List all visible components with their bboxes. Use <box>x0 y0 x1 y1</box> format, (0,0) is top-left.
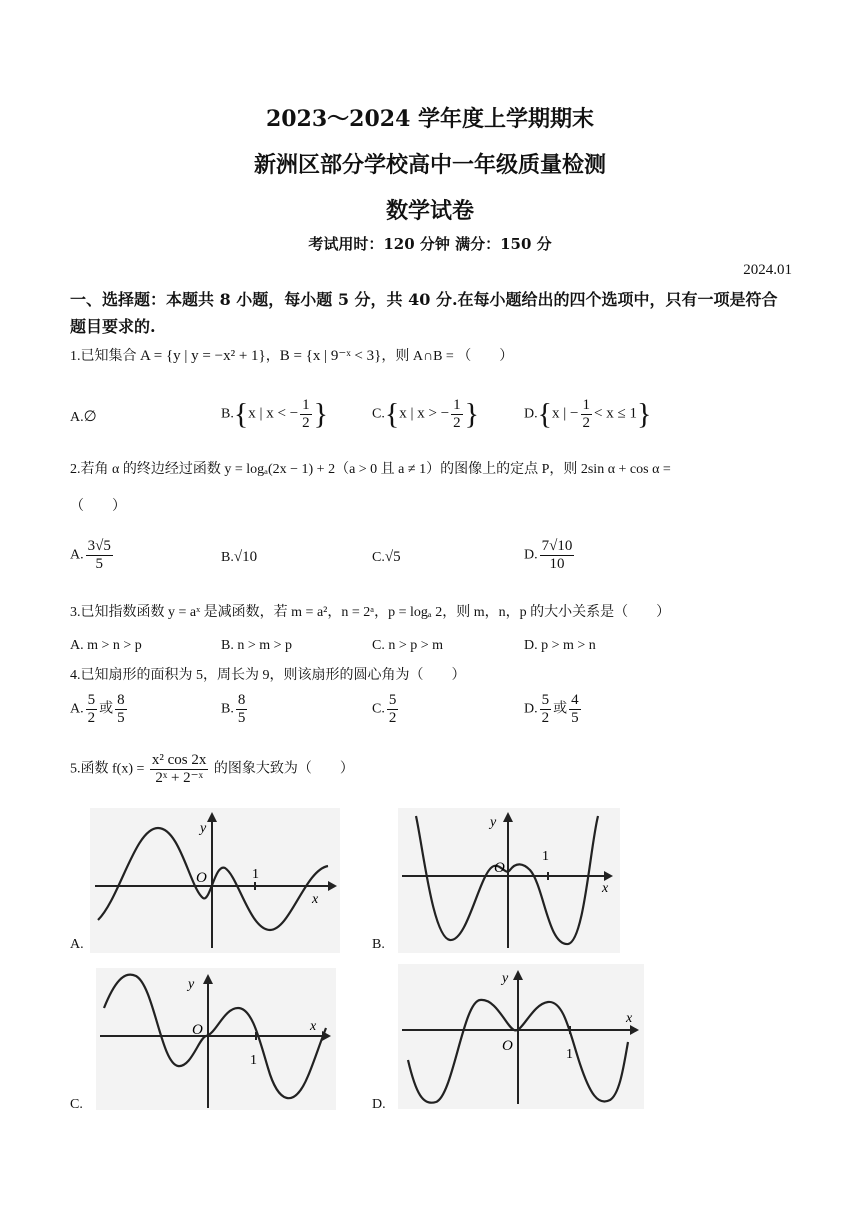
q3-option-d: D. p > m > n <box>524 638 596 653</box>
q1-c-denominator: 2 <box>453 415 461 431</box>
q5-label-b: B. <box>372 937 385 952</box>
q1-set-b: B = {x | 9⁻ˣ < 3} <box>279 348 382 364</box>
exam-date: 2024.01 <box>743 262 792 278</box>
q1-option-d: D.{x | − $\frac{1}{2}$ < x ≤ 1} <box>524 397 652 431</box>
q4-option-b-label: B. <box>221 701 234 717</box>
q5-stem-a: 5.函数 f(x) = <box>70 761 148 777</box>
q2-option-b-label: B. <box>221 550 234 565</box>
q3-option-c: C. n > p > m <box>372 638 444 653</box>
q1-option-c-label: C. <box>372 406 385 422</box>
graph-d-x-label: x <box>626 1011 633 1026</box>
q3-option-b: B. n > m > p <box>221 638 293 653</box>
q1-b-numerator: 1 <box>302 397 310 413</box>
exam-term-title: 2023～2024 学年度上学期期末 <box>265 106 595 132</box>
q1-option-b-text: x | x < − <box>248 405 299 422</box>
q4-option-c <box>372 692 400 727</box>
q5-graph-c <box>96 968 336 1110</box>
q4-a-den2: 5 <box>117 710 125 726</box>
q4-option-a <box>70 692 129 727</box>
graph-c-tick: 1 <box>250 1053 257 1068</box>
q2-d-denominator: 10 <box>549 556 565 572</box>
q4-d-den1: 2 <box>541 710 550 726</box>
q5-numerator: x² cos 2x <box>151 752 207 768</box>
q4-d-or: 或 <box>553 701 568 717</box>
q2-a-denominator: 5 <box>95 556 103 572</box>
exam-subject-title: 数学试卷 <box>385 198 474 224</box>
q4-b-den: 5 <box>237 710 246 726</box>
q4-option-c-label: C. <box>372 701 385 717</box>
graph-b-y-label: y <box>490 815 497 830</box>
question-5-stem <box>70 752 354 787</box>
q1-option-a-label: A. <box>70 410 84 425</box>
graph-b-x-label: x <box>602 881 609 896</box>
q4-option-a-label: A. <box>70 701 84 717</box>
q1-c-numerator: 1 <box>453 397 461 413</box>
q1-d-denominator: 2 <box>582 415 590 431</box>
question-1-stem <box>70 346 513 367</box>
graph-d-y-label: y <box>502 971 509 986</box>
section-heading: 一、选择题：本题共 8 小题，每小题 5 分，共 40 分.在每小题给出的四个选项中，只有一项是符合题目要求的. <box>70 290 778 336</box>
graph-d-tick: 1 <box>566 1047 573 1062</box>
exam-meta: 考试用时：120 分钟 满分：150 分 <box>308 235 552 253</box>
q1-stem-b: ，则 A∩B = （ ） <box>381 349 514 364</box>
q4-d-den2: 5 <box>571 710 579 726</box>
q5-stem-b: 的图象大致为（ ） <box>210 761 354 777</box>
graph-a-origin: O <box>196 870 207 886</box>
q4-b-num: 8 <box>237 692 246 708</box>
graph-c-origin: O <box>192 1022 203 1038</box>
q1-set-a: A = {y | y = −x² + 1} <box>140 348 266 364</box>
q4-d-num1: 5 <box>541 692 550 708</box>
q4-c-den: 2 <box>388 710 397 726</box>
q5-label-a: A. <box>70 937 84 952</box>
q4-a-num1: 5 <box>87 692 96 708</box>
q3-option-a: A. m > n > p <box>70 638 142 653</box>
q2-option-a-label: A. <box>70 547 84 563</box>
q1-option-d-tail: < x ≤ 1 <box>594 405 637 422</box>
q1-option-d-text: x | − <box>552 405 579 422</box>
q4-a-or: 或 <box>99 701 114 717</box>
graph-a-tick: 1 <box>252 867 259 882</box>
q1-option-c: C.{x | x > − $\frac{1}{2}$ } <box>372 397 480 431</box>
q1-option-b-label: B. <box>221 406 234 422</box>
question-2-stem: 2.若角 α 的终边经过函数 y = logₐ(2x − 1) + 2（a > 0 且 a ≠ 1）的图像上的定点 P，则 2sin α + cos α = <box>70 462 671 477</box>
q5-label-c: C. <box>70 1097 83 1112</box>
question-4-stem: 4.已知扇形的面积为 5，周长为 9，则该扇形的圆心角为（ ） <box>70 668 466 683</box>
q4-a-num2: 8 <box>117 692 125 708</box>
q2-option-c <box>372 549 401 566</box>
q2-option-c-label: C. <box>372 550 385 565</box>
q2-a-numerator: 3√5 <box>87 538 111 554</box>
q2-d-numerator: 7√10 <box>541 538 573 554</box>
q2-option-c-value: √5 <box>384 549 401 565</box>
q1-option-c-text: x | x > − <box>399 405 450 422</box>
q1-stem-a: 1.已知集合 <box>70 349 140 364</box>
graph-c-y-label: y <box>188 977 195 992</box>
q4-a-den1: 2 <box>87 710 96 726</box>
graph-a-x-label: x <box>312 892 319 907</box>
q1-sep: ， <box>265 349 280 364</box>
q5-label-d: D. <box>372 1097 386 1112</box>
q5-graph-d <box>398 964 644 1109</box>
q5-graph-a <box>90 808 340 953</box>
exam-school-title: 新洲区部分学校高中一年级质量检测 <box>253 152 606 178</box>
q5-denominator: 2ˣ + 2⁻ˣ <box>155 770 203 786</box>
graph-b-origin: O <box>494 860 505 876</box>
graph-b-tick: 1 <box>542 849 549 864</box>
q4-option-d <box>524 692 583 727</box>
q2-option-d-label: D. <box>524 547 538 563</box>
q1-b-denominator: 2 <box>302 415 310 431</box>
question-3-stem: 3.已知指数函数 y = aˣ 是减函数，若 m = a²，n = 2ᵃ，p = logₐ 2，则 m，n，p 的大小关系是（ ） <box>70 605 671 620</box>
q1-option-b: B.{x | x < − $\frac{1}{2}$ } <box>221 397 329 431</box>
q2-option-b-value: √10 <box>233 549 258 565</box>
graph-d-origin: O <box>502 1038 513 1054</box>
q4-option-b <box>221 692 249 727</box>
q2-option-d <box>524 538 576 573</box>
question-2-paren: （ ） <box>70 499 126 514</box>
graph-a-y-label: y <box>200 821 207 836</box>
q4-c-num: 5 <box>388 692 397 708</box>
q2-option-a <box>70 538 115 573</box>
q4-option-d-label: D. <box>524 701 538 717</box>
q2-option-b <box>221 549 257 566</box>
q5-graph-b <box>398 808 620 953</box>
q1-option-a <box>70 407 97 426</box>
graph-c-x-label: x <box>310 1019 317 1034</box>
q1-option-d-label: D. <box>524 406 538 422</box>
q1-option-a-value: ∅ <box>83 409 97 425</box>
q4-d-num2: 4 <box>571 692 579 708</box>
q1-d-numerator: 1 <box>582 397 590 413</box>
